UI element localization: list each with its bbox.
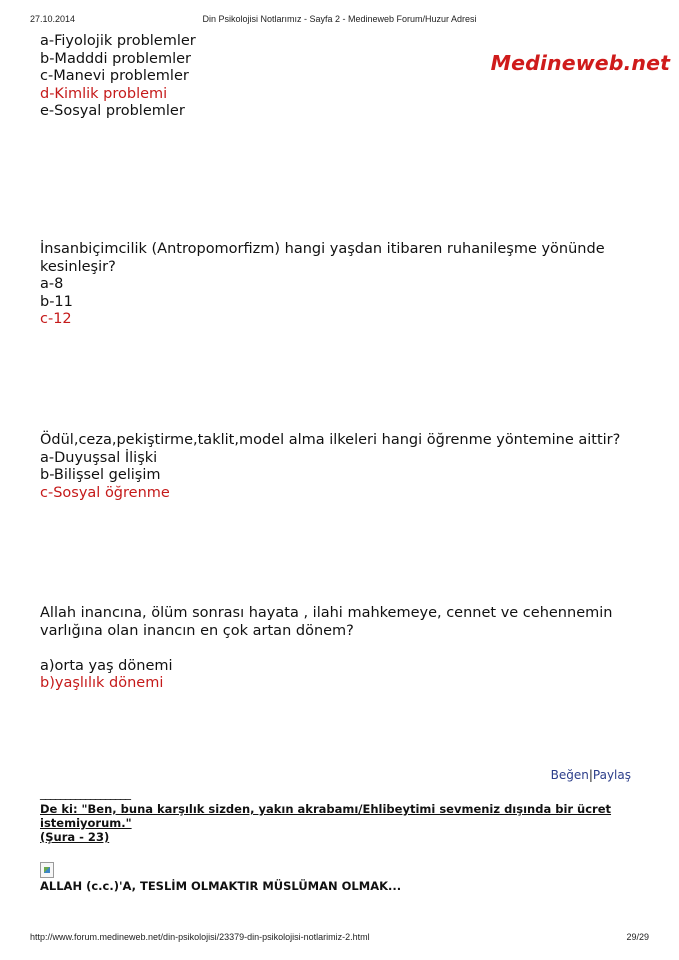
blank-line [40,640,640,658]
share-link[interactable]: Paylaş [592,768,631,782]
option-a: a)orta yaş dönemi [40,657,173,674]
print-page-title: Din Psikolojisi Notlarımız - Sayfa 2 - Medineweb Forum/Huzur Adresi [202,14,477,24]
signature-reference[interactable]: (Şura - 23) [40,830,110,844]
option-c-correct-answer: c-12 [40,311,72,327]
option-a: a-8 [40,276,64,292]
question-block-1 [40,33,640,121]
question-block-3 [40,432,640,502]
question-text: Ödül,ceza,pekiştirme,taklit,model alma ilkeleri hangi öğrenme yöntemine aittir? [40,432,621,448]
option-b: b-11 [40,293,73,310]
option-b: b-Bilişsel gelişim [40,467,161,483]
option-b-correct-answer: b)yaşlılık dönemi [40,675,164,691]
option-c-correct-answer: c-Sosyal öğrenme [40,484,170,501]
print-url: http://www.forum.medineweb.net/din-psikolojisi/23379-din-psikolojisi-notlarimiz-2.html [30,932,370,942]
question-block-4 [40,605,640,693]
site-logo[interactable]: Medineweb.net [490,51,670,75]
question-text: Allah inancına, ölüm sonrası hayata , ilahi mahkemeye, cennet ve cehennemin varlığına olan inancın en çok artan dönem? [40,605,613,639]
like-link[interactable]: Beğen [550,768,589,782]
option-b: b-Madddi problemler [40,50,191,67]
option-a: a-Duyuşsal İlişki [40,449,158,466]
social-actions [551,768,631,782]
print-date: 27.10.2014 [30,14,76,24]
print-page-number: 29/29 [626,932,649,942]
signature-rule: __________________ [40,786,130,800]
question-block-2 [40,241,640,329]
social-separator: | [588,768,593,782]
option-a: a-Fiyolojik problemler [40,33,196,49]
option-d-correct-answer: d-Kimlik problemi [40,85,168,102]
signature-verse[interactable]: De ki: "Ben, buna karşılık sizden, yakın akrabamı/Ehlibeytimi sevmeniz dışında bir ücret istemiyorum." [40,802,612,830]
option-e: e-Sosyal problemler [40,103,185,119]
question-text: İnsanbiçimcilik (Antropomorfizm) hangi yaşdan itibaren ruhanileşme yönünde kesinleşir? [40,241,605,275]
option-c: c-Manevi problemler [40,68,189,84]
signature-motto: ALLAH (c.c.)'A, TESLİM OLMAKTIR MÜSLÜMAN OLMAK... [40,879,402,893]
broken-image-icon [40,862,54,878]
